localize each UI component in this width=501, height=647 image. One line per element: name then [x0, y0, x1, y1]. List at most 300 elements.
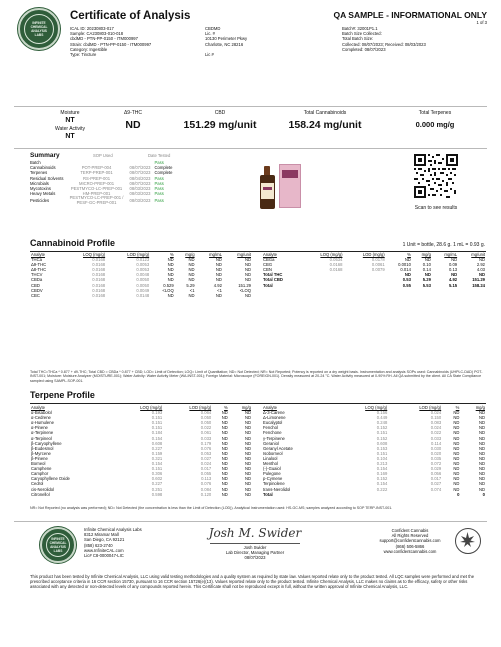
qr-code[interactable]	[414, 154, 458, 198]
table-cell: THCV	[31, 272, 43, 278]
table-cell: 0.152	[376, 435, 388, 441]
summary-row-name: Cannabinoids	[30, 165, 56, 171]
table-cell: 0.020	[430, 450, 442, 456]
table-cell: ND	[244, 455, 251, 461]
table-cell: 0.184	[151, 430, 163, 436]
table-cell: ND	[478, 455, 485, 461]
table-cell: α-Pinene	[31, 425, 48, 431]
table-cell: ND	[478, 481, 485, 487]
table-cell: ND	[244, 257, 251, 263]
table-cell: 151.29	[238, 282, 251, 288]
total-terpenes-label: Total Terpenes	[418, 110, 452, 116]
client-info	[205, 26, 247, 57]
table-cell: ND	[244, 425, 251, 431]
table-cell: 0.13	[448, 267, 458, 273]
table-cell: β-Myrcene	[31, 450, 51, 456]
table-cell: 0.602	[151, 476, 163, 482]
table-cell: ND	[453, 450, 460, 456]
table-cell: ND	[244, 476, 251, 482]
lab-address	[84, 527, 142, 558]
table-cell: 5.29	[186, 282, 195, 288]
table-cell: ND	[221, 415, 228, 421]
table-cell: 0.154	[151, 435, 163, 441]
batch-size-collected: Batch Size Collected:	[342, 31, 382, 37]
table-cell: 0.154	[376, 466, 388, 472]
unit-note: 1 Unit = bottle, 28.6 g. 1 mL = 0.93 g.	[402, 242, 485, 248]
lab-phone: (858) 623-2740	[84, 542, 113, 548]
table-cell: 0.120	[200, 491, 212, 497]
table-cell: 2.92	[476, 262, 485, 268]
cannabinoid-table-left	[30, 252, 252, 298]
table-cell: ND	[221, 435, 228, 441]
type: Type: Tincture	[70, 52, 97, 58]
summary-date-header: Date Tested	[148, 153, 171, 158]
summary-row-date: 08/07/2023	[129, 170, 151, 176]
table-cell: ND	[453, 430, 460, 436]
table-cell: ND	[453, 420, 460, 426]
table-cell: ND	[221, 450, 228, 456]
table-cell: 0.061	[200, 430, 212, 436]
table-cell: <LOQ	[162, 287, 174, 293]
table-cell: 0.608	[151, 440, 163, 446]
table-cell: α-Bisabolol	[31, 410, 52, 416]
table-cell: ND	[244, 292, 251, 298]
table-cell	[334, 492, 388, 497]
table-cell: ND	[404, 257, 411, 263]
table-cell: ND	[221, 420, 228, 426]
summary-row-sop: PESTMYCO-LC-PREP-001 / PESF-GC-PREP-001	[69, 195, 124, 206]
table-cell: 0.154	[151, 461, 163, 467]
table-row	[262, 492, 486, 497]
table-cell: ND	[453, 486, 460, 492]
summary-row-sop: MICRO-PREP-001	[78, 180, 115, 186]
table-cell: ND	[424, 257, 431, 263]
summary-row-status: Pass	[154, 160, 164, 165]
table-cell: p-Cymene	[263, 476, 283, 482]
table-cell: 0.251	[151, 486, 163, 492]
table-cell: ND	[215, 272, 222, 278]
cbd-label: CBD	[214, 110, 226, 116]
summary-row-name: Batch	[30, 160, 41, 165]
seal-text: LABS	[53, 549, 63, 553]
qa-sample-title: QA SAMPLE - INFORMATIONAL ONLY	[333, 10, 487, 20]
table-cell: 0.0168	[92, 267, 106, 273]
table-cell: ND	[478, 435, 485, 441]
table-cell: α-Terpineol	[31, 435, 52, 441]
table-cell: <1	[189, 287, 195, 293]
table-cell: 0	[457, 491, 460, 497]
total-cannabinoids-value: 158.24 mg/unit	[288, 119, 362, 131]
summary-row-name: Heavy Metals	[30, 191, 56, 197]
summary-row-status: Complete	[154, 165, 173, 171]
table-cell: ND	[453, 466, 460, 472]
terpene-profile-title: Terpene Profile	[30, 390, 95, 400]
table-cell: γ-Terpinene	[263, 435, 285, 441]
col-mg-ml: mg/mL	[209, 252, 222, 257]
table-cell: 0.0053	[136, 262, 150, 268]
table-cell: 0.449	[376, 415, 388, 421]
thc-label: Δ9-THC	[123, 110, 143, 116]
table-cell: ND	[453, 481, 460, 487]
page-number: 1 of 3	[476, 20, 487, 25]
table-cell: ND	[478, 445, 485, 451]
table-cell: 0.0048	[136, 272, 150, 278]
col-loq: LOQ (mg/g)	[83, 252, 106, 257]
table-cell: 0.024	[430, 425, 442, 431]
table-cell: (-)-Guaiol	[263, 466, 281, 472]
summary-table	[30, 160, 176, 206]
table-cell: 0	[482, 491, 485, 497]
table-cell: 0.09	[448, 262, 458, 268]
table-cell: CBC	[31, 292, 40, 298]
table-cell: trans-Nerolidol	[263, 486, 291, 492]
table-cell: 0.084	[200, 486, 212, 492]
table-cell: Caryophyllene Oxide	[31, 476, 70, 482]
summary-row-sop: RS-PREP-001	[83, 175, 111, 181]
table-cell: 0.53	[402, 277, 411, 283]
table-cell: 0.072	[430, 461, 442, 467]
table-cell: ND	[453, 415, 460, 421]
summary-row-date: 08/03/2023	[129, 198, 151, 204]
table-cell: CBGa	[263, 257, 275, 263]
table-cell: ND	[215, 257, 222, 263]
seal-text-1: INFINITE	[32, 21, 46, 25]
table-cell: ND	[244, 440, 251, 446]
sample-info	[70, 26, 151, 57]
summary-row-name: Microbials	[30, 180, 49, 186]
table-cell: 0.0168	[92, 257, 106, 263]
moisture-value: NT	[65, 117, 75, 124]
table-cell: α-Cedrene	[31, 415, 51, 421]
table-cell: ND	[244, 410, 251, 416]
table-cell: CBD	[31, 282, 40, 288]
table-cell: ND	[188, 262, 195, 268]
lab-seal-logo	[18, 8, 60, 50]
summary-row-sop: HM-PREP-001	[82, 191, 111, 197]
cc-website[interactable]: www.confidentcannabis.com	[383, 548, 437, 554]
table-cell: ND	[188, 257, 195, 263]
col-percent: %	[407, 252, 411, 257]
ical-id: ICAL ID: 20230803-017	[70, 26, 114, 31]
table-cell: 0.055	[200, 471, 212, 477]
table-cell: ND	[244, 435, 251, 441]
table-cell: 0.213	[376, 461, 388, 467]
table-cell: 0.55	[402, 282, 411, 288]
table-cell: 0.0168	[92, 287, 106, 293]
cannabinoid-profile-title: Cannabinoid Profile	[30, 238, 116, 248]
table-cell: 0.050	[200, 420, 212, 426]
terpene-footnote: NR= Not Reported (no analysis was performed); ND= Not Detected (the concentration is less than the Limit of Detection (LOD)). Analytical Instrumentation used: HS-GC-MS; samples analyzed according to SOP TERP-INST-001.	[30, 506, 393, 510]
table-cell: 0.152	[376, 476, 388, 482]
table-cell: ND	[167, 277, 174, 283]
col-percent: %	[169, 252, 174, 257]
table-cell	[301, 283, 344, 288]
col-lod: LOD (mg/g)	[189, 405, 212, 410]
table-cell: ND	[188, 292, 195, 298]
lab-city: San Diego, CA 92121	[84, 537, 125, 543]
product-image	[255, 158, 315, 210]
summary-row-name: Terpenes	[30, 170, 48, 176]
table-cell: ND	[478, 257, 485, 263]
total-batch-size: Total Batch Size:	[342, 36, 374, 42]
table-cell: 0.248	[376, 420, 388, 426]
table-cell: Camphene	[31, 466, 52, 472]
table-cell: ND	[453, 440, 460, 446]
summary-row-name: Residual Solvents	[30, 175, 64, 181]
lab-license: Lic# C8-0000047-LIC	[84, 553, 124, 559]
table-cell: 0.022	[200, 425, 212, 431]
client-license: Lic. #	[205, 31, 216, 37]
table-cell: 158.24	[472, 282, 485, 288]
table-cell: ND	[244, 486, 251, 492]
summary-row-date: 08/07/2023	[129, 165, 151, 171]
table-cell: ND	[478, 466, 485, 472]
table-cell: Δ-Limonene	[263, 415, 286, 421]
table-cell: 0.193	[151, 410, 163, 416]
table-cell: CBG	[263, 262, 273, 268]
seal-text: INFINITE	[51, 537, 65, 541]
table-cell: 0.014	[400, 267, 411, 273]
cc-phone: (866) 506-5866	[395, 543, 425, 549]
table-cell: ND	[221, 476, 228, 482]
table-cell: 0.10	[422, 262, 431, 268]
table-cell: 0.076	[200, 481, 212, 487]
seal-text-4: LABS	[34, 33, 44, 37]
client-city: Charlotte, NC 28216	[205, 41, 244, 47]
table-cell: ND	[453, 461, 460, 467]
table-cell: ND	[244, 420, 251, 426]
table-cell: 0.0079	[371, 267, 385, 273]
col-mg-g: mg/g	[475, 405, 485, 410]
table-cell: 0.608	[376, 440, 388, 446]
table-cell: 0.0050	[136, 277, 150, 283]
table-cell: 0.0050	[136, 282, 150, 288]
col-analyte: Analyte	[263, 252, 277, 257]
table-cell: 0.027	[200, 455, 212, 461]
col-loq: LOQ (mg/g)	[140, 405, 163, 410]
summary-row-status: Pass	[154, 191, 164, 197]
table-cell: 0.227	[151, 481, 163, 487]
table-cell: ND	[424, 272, 431, 278]
table-cell: Camphor	[31, 471, 49, 477]
cc-email[interactable]: support@confidentcannabis.com	[379, 538, 441, 544]
table-cell: ND	[478, 272, 485, 278]
table-cell: ND	[478, 410, 485, 416]
table-cell: 0.035	[430, 455, 442, 461]
table-cell: ND	[188, 272, 195, 278]
table-cell: 0.022	[430, 430, 442, 436]
cc-rights: All Rights Reserved	[391, 533, 429, 539]
leaf-icon	[456, 529, 479, 552]
table-cell: 0.151	[151, 420, 163, 426]
moisture-label: Moisture	[60, 110, 80, 116]
seal-text: CHEMICAL	[49, 541, 67, 545]
table-cell: 0.056	[430, 471, 442, 477]
col-mg-g: mg/g	[421, 252, 431, 257]
table-cell: ND	[244, 466, 251, 472]
table-cell: α-Humulene	[31, 420, 54, 426]
col-lod: LOD (mg/g)	[362, 252, 385, 257]
client-name: CBDMD	[205, 26, 221, 31]
table-cell: ND	[478, 440, 485, 446]
table-cell: 0.179	[200, 440, 212, 446]
table-cell: <1	[217, 287, 222, 293]
table-cell: 0.027	[430, 481, 442, 487]
signer-name: Josh Swider	[243, 545, 267, 550]
table-cell: ND	[478, 486, 485, 492]
table-cell: 0.024	[200, 461, 212, 467]
collected-received: Collected: 08/07/2023; Received: 08/03/2023	[342, 41, 426, 47]
table-cell: 4.92	[213, 282, 222, 288]
strain: Strain: cbdMD - PTN-PP-0150 - ITM000997	[70, 41, 152, 47]
table-cell	[343, 283, 385, 288]
table-cell: ND	[478, 430, 485, 436]
table-cell: Fenchol	[263, 425, 278, 431]
table-cell: Eucalyptol	[263, 420, 283, 426]
table-cell: 0.104	[376, 455, 388, 461]
table-cell: 0.151	[376, 430, 388, 436]
seal-text: ANALYSIS	[50, 545, 66, 549]
footer-lab-seal	[40, 527, 76, 563]
summary-row-status: Pass	[154, 186, 164, 192]
lab-street: 8312 Miramar Mall	[84, 532, 119, 538]
table-cell: ND	[244, 445, 251, 451]
table-cell: Terpinolene	[263, 481, 285, 487]
table-cell: ND	[221, 410, 228, 416]
summary-row-sop: TERP-PREP-001	[80, 170, 113, 176]
table-cell: ND	[221, 445, 228, 451]
table-cell: 0.113	[201, 476, 212, 482]
table-cell: ND	[221, 455, 228, 461]
cc-name: Confident Cannabis	[391, 528, 429, 533]
table-cell: 0.154	[376, 481, 388, 487]
col-analyte: Analyte	[263, 405, 277, 410]
table-cell: <LOQ	[239, 287, 251, 293]
summary-row-date: 08/07/2023	[129, 180, 151, 186]
table-cell: ND	[478, 450, 485, 456]
summary-row-sop: PESTMYCO-LC-PREP-001	[70, 186, 123, 192]
table-cell: ND	[244, 471, 251, 477]
table-row	[262, 283, 486, 288]
table-cell: ND	[167, 292, 174, 298]
table-cell: Borneol	[31, 461, 46, 467]
table-cell: 0.114	[431, 440, 442, 446]
table-cell: 0.153	[376, 445, 388, 451]
summary-row-date: 08/03/2023	[129, 186, 151, 192]
table-cell: ND	[221, 440, 228, 446]
table-cell: 0.598	[151, 491, 163, 497]
table-cell: ND	[221, 425, 228, 431]
batch-number: Batch#: 32001P1.1	[342, 26, 378, 31]
col-mg-ml: mg/mL	[444, 252, 458, 257]
table-cell: 0.033	[430, 435, 442, 441]
table-cell: 0.150	[430, 415, 442, 421]
table-cell: ND	[244, 272, 251, 278]
summary-row-sop: POT-PREP-004	[81, 165, 112, 171]
col-analyte: Analyte	[31, 252, 45, 257]
col-mg-g: mg/g	[185, 252, 195, 257]
col-analyte: Analyte	[31, 405, 45, 410]
col-loq: LOQ (mg/g)	[365, 405, 388, 410]
table-cell: Geraniol	[263, 440, 279, 446]
document-title: Certificate of Analysis	[70, 10, 191, 22]
table-cell: ND	[221, 430, 228, 436]
cbd-value: 151.29 mg/unit	[183, 119, 257, 131]
sample-id: Sample: CA230803-010-018	[70, 31, 124, 37]
client-street: 10130 Perimeter Pkwy	[205, 36, 248, 42]
table-cell: Fenchone	[263, 430, 282, 436]
table-cell: 5.15	[448, 282, 458, 288]
col-loq: LOQ (mg/g)	[320, 252, 343, 257]
water-activity-label: Water Activity	[54, 126, 86, 132]
terpene-divider	[30, 403, 486, 404]
table-cell: ND	[453, 471, 460, 477]
table-cell: 0.076	[200, 445, 212, 451]
table-cell: Total CBD	[263, 277, 283, 283]
table-cell: 0.0049	[136, 287, 150, 293]
table-cell: ND	[453, 435, 460, 441]
table-cell: ND	[215, 277, 222, 283]
summary-row-status: Complete	[154, 170, 173, 176]
table-cell: ND	[221, 461, 228, 467]
table-cell: ND	[404, 272, 411, 278]
table-cell: Total	[263, 282, 273, 288]
table-cell: 0.151	[151, 425, 163, 431]
table-cell: Δ-3-Carene	[263, 410, 285, 416]
cannabinoid-table-right	[262, 252, 486, 288]
table-cell: 0.0168	[329, 262, 343, 268]
table-cell: ND	[215, 262, 222, 268]
table-cell: 0.050	[200, 415, 212, 421]
table-cell: ND	[478, 420, 485, 426]
lab-website[interactable]: www.InfiniteCAL.com	[84, 547, 124, 553]
table-cell: 0.024	[430, 410, 442, 416]
table-cell: Total	[263, 491, 273, 497]
table-cell: Citronellol	[31, 491, 50, 497]
table-cell: Geranyl Acetate	[263, 445, 293, 451]
completed-date: Completed: 08/07/2023	[342, 46, 386, 52]
lab-name: Infinite Chemical Analysis Labs	[84, 527, 142, 532]
table-cell: 5.29	[422, 277, 431, 283]
table-cell: 0.152	[376, 425, 388, 431]
table-cell: β-Caryophyllene	[31, 440, 62, 446]
total-cannabinoids-label: Total Cannabinoids	[303, 110, 347, 116]
summary-row-status: Pass	[154, 175, 164, 181]
signature: Josh M. Swider	[208, 526, 302, 540]
table-cell: 0.306	[151, 471, 163, 477]
table-cell: ND	[244, 277, 251, 283]
table-cell: Pulegone	[263, 471, 281, 477]
table-cell: ND	[244, 461, 251, 467]
table-cell: 151.29	[472, 277, 485, 283]
table-cell: 0.0168	[92, 272, 106, 278]
table-cell: 0.064	[200, 410, 212, 416]
table-cell: 0.033	[200, 435, 212, 441]
table-cell: ND	[244, 267, 251, 273]
table-row	[30, 293, 252, 298]
table-row	[30, 492, 252, 497]
summary-row-name: Pesticides	[30, 198, 50, 204]
summary-sop-header: SOP Used	[93, 153, 113, 158]
table-cell: CBN	[263, 267, 272, 273]
table-cell: ND	[453, 476, 460, 482]
table-cell: 0.227	[151, 445, 163, 451]
table-cell: 0.0168	[92, 277, 106, 283]
table-cell: α-Terpinene	[31, 430, 54, 436]
table-cell: 0.0534	[329, 257, 343, 263]
signed-date: 08/07/2023	[244, 555, 266, 561]
table-cell: ND	[478, 425, 485, 431]
